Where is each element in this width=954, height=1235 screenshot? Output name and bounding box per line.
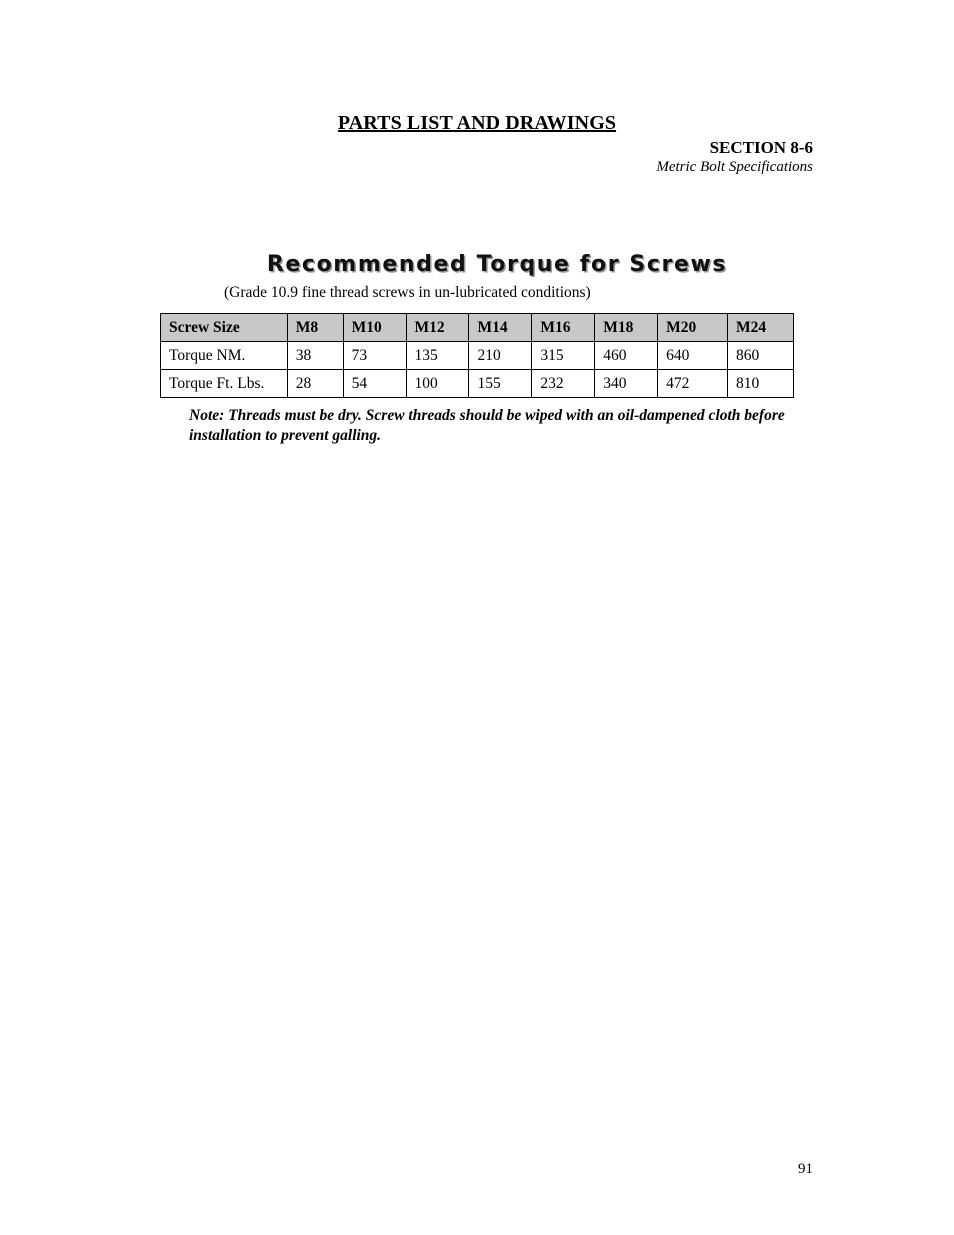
table-cell: 472 — [658, 370, 728, 398]
table-cell: 860 — [728, 342, 794, 370]
table-cell: 100 — [406, 370, 469, 398]
section-subtitle: Metric Bolt Specifications — [656, 159, 813, 175]
table-cell: 232 — [532, 370, 595, 398]
table-cell: 340 — [595, 370, 658, 398]
header-cell: M8 — [287, 314, 343, 342]
table-cell: 460 — [595, 342, 658, 370]
header-cell: M18 — [595, 314, 658, 342]
table-cell: 315 — [532, 342, 595, 370]
page-number: 91 — [798, 1161, 813, 1177]
table-cell: 38 — [287, 342, 343, 370]
table-cell: 135 — [406, 342, 469, 370]
table-cell: 810 — [728, 370, 794, 398]
header-cell: M20 — [658, 314, 728, 342]
row-label-cell: Torque NM. — [161, 342, 288, 370]
table-title: Recommended Torque for Screws — [266, 252, 728, 277]
table-caption: (Grade 10.9 fine thread screws in un-lubricated conditions) — [224, 284, 591, 301]
torque-table — [160, 313, 794, 398]
table-cell: 54 — [343, 370, 406, 398]
page-title: PARTS LIST AND DRAWINGS — [337, 112, 617, 134]
section-number: SECTION 8-6 — [709, 138, 813, 157]
table-cell: 210 — [469, 342, 532, 370]
table-cell: 73 — [343, 342, 406, 370]
table-cell: 155 — [469, 370, 532, 398]
header-cell: M16 — [532, 314, 595, 342]
table-cell: 28 — [287, 370, 343, 398]
header-cell: Screw Size — [161, 314, 288, 342]
table-header-row — [161, 314, 794, 342]
header-cell: M12 — [406, 314, 469, 342]
header-cell: M14 — [469, 314, 532, 342]
table-row — [161, 370, 794, 398]
row-label-cell: Torque Ft. Lbs. — [161, 370, 288, 398]
table-cell: 640 — [658, 342, 728, 370]
table-row — [161, 342, 794, 370]
header-cell: M24 — [728, 314, 794, 342]
table-note: Note: Threads must be dry. Screw threads should be wiped with an oil-dampened cloth before installation to prevent galling. — [189, 407, 785, 444]
header-cell: M10 — [343, 314, 406, 342]
